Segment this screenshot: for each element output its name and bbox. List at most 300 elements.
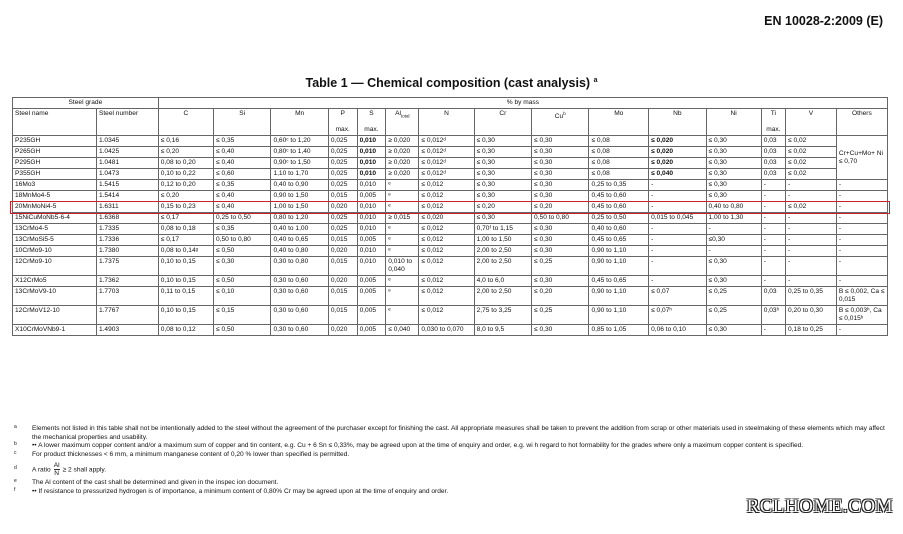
table-cell: 0,025	[328, 180, 357, 191]
table-cell: 1.5414	[96, 191, 158, 202]
table-cell: ≤ 0,020	[649, 158, 706, 169]
table-row	[13, 202, 888, 213]
table-cell: ᵉ	[386, 276, 419, 287]
table-cell: 0,85 to 1,05	[589, 325, 649, 336]
table-row	[13, 136, 888, 147]
table-cell: 0,11 to 0,15	[158, 287, 213, 306]
table-cell: -	[649, 224, 706, 235]
table-cell: 8,0 to 9,5	[474, 325, 531, 336]
table-cell: ≥ 0,020	[386, 136, 419, 147]
table-cell: ≤ 0,30	[532, 191, 589, 202]
table-cell: -	[836, 246, 887, 257]
steel-name-cell: 13CrMoV9-10	[13, 287, 97, 306]
table-cell: 0,50 to 0,80	[214, 235, 271, 246]
table-column-header-row	[13, 109, 888, 136]
table-cell: ≤ 0,30	[474, 136, 531, 147]
table-cell: 0,80ᶜ to 1,40	[271, 147, 328, 158]
col-header-label: S	[369, 110, 374, 117]
table-cell: ≤ 0,30	[532, 147, 589, 158]
table-cell: ≤ 0,35	[214, 180, 271, 191]
col-header: Ni	[706, 109, 761, 136]
footnote	[12, 442, 888, 451]
table-cell: 0,08 to 0,18	[158, 224, 213, 235]
table-cell: -	[786, 246, 837, 257]
table-cell: -	[761, 325, 785, 336]
table-cell: 1.0473	[96, 169, 158, 180]
standard-id: EN 10028-2:2009 (E)	[764, 14, 883, 28]
table-cell: ≤ 0,30	[706, 147, 761, 158]
table-cell: 0,020	[328, 325, 357, 336]
table-cell: 0,03	[761, 136, 785, 147]
table-cell: ≤ 0,25	[532, 306, 589, 325]
table-cell: 1.6368	[96, 213, 158, 224]
col-header-sup: b	[563, 111, 566, 116]
table-cell: 2,00 to 2,50	[474, 257, 531, 276]
table-cell: -	[761, 202, 785, 213]
footnote-text: The Al content of the cast shall be determined and given in the inspec ion document.	[32, 479, 279, 487]
table-cell: ≤ 0,012	[419, 306, 474, 325]
table-cell: ≤ 0,012	[419, 191, 474, 202]
table-row	[13, 287, 888, 306]
table-cell: ≤ 0,20	[158, 191, 213, 202]
table-cell: 0,40 to 0,80	[271, 246, 328, 257]
table-cell: B ≤ 0,002, Ca ≤ 0,015	[836, 287, 887, 306]
col-header	[357, 109, 386, 136]
table-cell: 0,45 to 0,60	[589, 191, 649, 202]
steel-name-cell: P355GH	[13, 169, 97, 180]
table-cell: 0,020	[328, 202, 357, 213]
table-cell: 1.6311	[96, 202, 158, 213]
table-cell: 0,015	[328, 257, 357, 276]
steel-name-cell: 10CrMo9-10	[13, 246, 97, 257]
table-cell: 0,80 to 1,20	[271, 213, 328, 224]
table-cell: 0,20 to 0,30	[786, 306, 837, 325]
table-title	[0, 76, 903, 90]
table-cell: 1.7335	[96, 224, 158, 235]
table-cell: 0,90ᶜ to 1,50	[271, 158, 328, 169]
table-cell: ≤ 0,30	[706, 191, 761, 202]
table-cell: 1,00 to 1,30	[706, 213, 761, 224]
table-cell: 0,03ʰ	[761, 306, 785, 325]
table-cell: 0,015	[328, 306, 357, 325]
footnote	[12, 479, 888, 488]
steel-name-cell: 20MnMoNi4-5	[13, 202, 97, 213]
table-cell: 0,25 to 0,50	[589, 213, 649, 224]
col-header: Nb	[649, 109, 706, 136]
table-cell: ᵉ	[386, 235, 419, 246]
table-cell: ≤ 0,20	[532, 287, 589, 306]
table-cell: -	[836, 180, 887, 191]
table-cell: 0,30 to 0,60	[271, 306, 328, 325]
col-header-label: Al	[395, 110, 401, 117]
table-cell: 2,00 to 2,50	[474, 246, 531, 257]
table-cell: 0,90 to 1,50	[271, 191, 328, 202]
table-cell: 0,025	[328, 224, 357, 235]
table-cell: ≤ 0,30	[706, 325, 761, 336]
table-cell: 0,45 to 0,60	[589, 202, 649, 213]
table-cell: ≤ 0,35	[214, 224, 271, 235]
steel-grade-header: Steel grade	[13, 98, 159, 109]
table-cell: -	[761, 191, 785, 202]
table-cell: -	[786, 257, 837, 276]
table-cell: ≤ 0,02	[786, 202, 837, 213]
table-cell: -	[649, 246, 706, 257]
table-cell: ≤0,30	[706, 235, 761, 246]
table-cell: -	[761, 213, 785, 224]
table-cell: ≥ 0,020	[386, 169, 419, 180]
table-cell: -	[761, 246, 785, 257]
table-cell: -	[761, 235, 785, 246]
footnote-mark: f	[14, 486, 16, 493]
table-cell: 0,30 to 0,60	[271, 287, 328, 306]
table-cell: ≤ 0,30	[706, 257, 761, 276]
table-cell: ≤ 0,012ᵈ	[419, 158, 474, 169]
table-cell: -	[649, 180, 706, 191]
table-cell: ≤ 0,02	[786, 136, 837, 147]
table-cell: ≤ 0,30	[532, 224, 589, 235]
table-row	[13, 257, 888, 276]
table-cell: 1.0345	[96, 136, 158, 147]
table-cell: 1.4903	[96, 325, 158, 336]
table-cell: 1.7767	[96, 306, 158, 325]
steel-name-cell: P295GH	[13, 158, 97, 169]
table-title-footnote: a	[593, 76, 598, 84]
col-header: Si	[214, 109, 271, 136]
table-cell: 0,10 to 0,15	[158, 257, 213, 276]
table-cell: 0,010	[357, 224, 386, 235]
table-cell-others-merged: Cr+Cu+Mo+ Ni ≤ 0,70	[836, 136, 887, 180]
table-cell: -	[786, 191, 837, 202]
table-cell: 0,08 to 0,14ᵍ	[158, 246, 213, 257]
table-cell: 0,015	[328, 191, 357, 202]
table-cell: ≤ 0,20	[158, 147, 213, 158]
table-cell: 0,18 to 0,25	[786, 325, 837, 336]
table-cell: ≤ 0,30	[532, 136, 589, 147]
table-cell: 0,10 to 0,15	[158, 276, 213, 287]
table-cell: ᵉ	[386, 191, 419, 202]
table-cell: ≤ 0,30	[474, 158, 531, 169]
table-row	[13, 235, 888, 246]
table-cell: 0,010	[357, 147, 386, 158]
col-header: N	[419, 109, 474, 136]
table-cell: -	[786, 180, 837, 191]
table-cell: ≤ 0,012	[419, 235, 474, 246]
table-cell: 0,25 to 0,50	[214, 213, 271, 224]
table-cell: 0,90 to 1,10	[589, 257, 649, 276]
col-header-sub: total	[401, 113, 410, 119]
table-cell: 0,005	[357, 276, 386, 287]
table-cell: 0,010	[357, 213, 386, 224]
al-n-ratio	[54, 462, 60, 477]
table-cell: ≤ 0,30	[474, 180, 531, 191]
table-cell: ≤ 0,020	[649, 147, 706, 158]
footnote-text: ≥ 2 shall apply.	[62, 466, 107, 474]
table-cell: -	[649, 235, 706, 246]
table-cell: ≤ 0,30	[532, 246, 589, 257]
footnote	[12, 425, 888, 442]
table-cell: ≤ 0,08	[589, 147, 649, 158]
col-header: Mn	[271, 109, 328, 136]
col-header-label: P	[340, 110, 345, 117]
footnote-mark: a	[14, 424, 17, 430]
table-cell: ≤ 0,30	[532, 158, 589, 169]
table-cell: B ≤ 0,003ʰ, Ca ≤ 0,015ʰ	[836, 306, 887, 325]
table-cell: 0,40 to 0,80	[706, 202, 761, 213]
table-cell: ≤ 0,012	[419, 224, 474, 235]
table-cell: ≤ 0,040	[386, 325, 419, 336]
table-row	[13, 224, 888, 235]
table-cell: ≤ 0,012	[419, 202, 474, 213]
table-cell: ≤ 0,20	[474, 202, 531, 213]
table-cell: -	[836, 224, 887, 235]
table-cell: ≥ 0,015	[386, 213, 419, 224]
table-row	[13, 306, 888, 325]
table-cell: -	[836, 325, 887, 336]
footnote-text: A ratio	[32, 466, 51, 474]
table-cell: -	[836, 257, 887, 276]
steel-name-cell: 12CrMo9-10	[13, 257, 97, 276]
table-cell: ≤ 0,012	[419, 287, 474, 306]
table-cell: 0,70ᶠ to 1,15	[474, 224, 531, 235]
footnotes	[12, 425, 888, 497]
table-cell: -	[836, 235, 887, 246]
table-cell: 0,03	[761, 169, 785, 180]
watermark: RCLHOME.COM	[746, 496, 893, 517]
max-label: max.	[364, 126, 379, 133]
table-cell: 0,025	[328, 136, 357, 147]
col-header	[761, 109, 785, 136]
col-header: V	[786, 109, 837, 136]
table-cell: 0,010 to 0,040	[386, 257, 419, 276]
table-cell: -	[786, 213, 837, 224]
table-cell: -	[761, 276, 785, 287]
table-cell: ≤ 0,012	[419, 276, 474, 287]
table-cell: -	[649, 191, 706, 202]
table-cell: 1.7375	[96, 257, 158, 276]
table-cell: 0,03	[761, 287, 785, 306]
table-cell: 0,45 to 0,65	[589, 276, 649, 287]
col-header: Mo	[589, 109, 649, 136]
table-cell: ᵉ	[386, 306, 419, 325]
table-cell: 0,90 to 1,10	[589, 306, 649, 325]
table-cell: ≤ 0,30	[532, 180, 589, 191]
table-cell: 0,25 to 0,35	[589, 180, 649, 191]
table-cell: ≥ 0,020	[386, 158, 419, 169]
table-cell: ᵉ	[386, 287, 419, 306]
table-row	[13, 180, 888, 191]
table-cell: ≤ 0,10	[214, 287, 271, 306]
footnote-mark: d	[14, 465, 17, 472]
table-cell: ≤ 0,60	[214, 169, 271, 180]
table-cell: 0,005	[357, 191, 386, 202]
table-cell: ≤ 0,02	[786, 147, 837, 158]
table-cell: ≤ 0,08	[589, 136, 649, 147]
table-cell: ≤ 0,040	[649, 169, 706, 180]
table-cell: 1,00 to 1,50	[271, 202, 328, 213]
table-cell: ≤ 0,02	[786, 169, 837, 180]
footnote-mark: c	[14, 449, 17, 456]
table-cell: 0,010	[357, 136, 386, 147]
table-cell: ≤ 0,020	[419, 213, 474, 224]
table-cell: 0,025	[328, 147, 357, 158]
table-cell: ≤ 0,25	[706, 287, 761, 306]
table-cell: ᵉ	[386, 180, 419, 191]
table-cell: 0,90 to 1,10	[589, 287, 649, 306]
table-cell: 0,40 to 0,90	[271, 180, 328, 191]
table-cell: ≤ 0,35	[214, 136, 271, 147]
table-cell: ≤ 0,30	[706, 158, 761, 169]
table-cell: ≤ 0,30	[474, 191, 531, 202]
table-cell: ≤ 0,30	[474, 169, 531, 180]
table-cell: 0,015 to 0,045	[649, 213, 706, 224]
table-cell: ≤ 0,50	[214, 246, 271, 257]
table-cell: ≤ 0,30	[706, 169, 761, 180]
table-row	[13, 169, 888, 180]
table-cell: ≤ 0,30	[706, 276, 761, 287]
table-cell: 0,10 to 0,15	[158, 306, 213, 325]
table-cell: 0,30 to 0,80	[271, 257, 328, 276]
table-cell: -	[761, 257, 785, 276]
table-cell: 1.0481	[96, 158, 158, 169]
ratio-numerator: Al	[53, 462, 60, 470]
table-cell: ≤ 0,30	[532, 169, 589, 180]
col-header-label: Ti	[770, 110, 776, 117]
table-cell: 0,06 to 0,10	[649, 325, 706, 336]
table-cell: 0,020	[328, 246, 357, 257]
table-cell: -	[649, 202, 706, 213]
table-cell: ᵉ	[386, 246, 419, 257]
table-cell: ≤ 0,50	[214, 325, 271, 336]
table-cell: -	[836, 213, 887, 224]
max-label: max.	[766, 126, 781, 133]
table-cell: 0,010	[357, 169, 386, 180]
table-cell: ≤ 0,012	[419, 257, 474, 276]
table-cell: ≤ 0,16	[158, 136, 213, 147]
table-cell: -	[786, 235, 837, 246]
table-cell: ≤ 0,40	[214, 147, 271, 158]
table-cell: 0,25 to 0,35	[786, 287, 837, 306]
col-header	[532, 109, 589, 136]
table-cell: ≤ 0,020	[649, 136, 706, 147]
table-cell: 1.7362	[96, 276, 158, 287]
footnote-text: •• A lower maximum copper content and/or a maximum sum of copper and tin content, e.g. Cu + 6 Sn ≤ 0,33%, may be agreed upon at the time of enquiry and order, e.g. wi h regard to hot formability for the grades where only a maximum copper content is specified.	[32, 442, 804, 450]
chemical-composition-table	[12, 97, 888, 336]
steel-name-cell: P265GH	[13, 147, 97, 158]
col-header-label: Cu	[554, 113, 564, 121]
table-cell: 1.5415	[96, 180, 158, 191]
by-mass-header: % by mass	[158, 98, 887, 109]
steel-name-cell: 12CrMoV12-10	[13, 306, 97, 325]
table-body	[13, 136, 888, 336]
table-row	[13, 191, 888, 202]
table-cell: -	[761, 224, 785, 235]
table-cell: ≤ 0,50	[214, 276, 271, 287]
table-cell: 0,010	[357, 158, 386, 169]
table-cell: 0,010	[357, 180, 386, 191]
table-cell: ≤ 0,25	[706, 306, 761, 325]
table-cell: ≤ 0,15	[214, 306, 271, 325]
table-cell: 2,00 to 2,50	[474, 287, 531, 306]
table-cell: ≤ 0,07	[649, 287, 706, 306]
table-cell: ≤ 0,07ʰ	[649, 306, 706, 325]
table-cell: 0,15 to 0,23	[158, 202, 213, 213]
table-cell: ≤ 0,25	[532, 257, 589, 276]
table-cell: 1,10 to 1,70	[271, 169, 328, 180]
table-cell: 0,015	[328, 235, 357, 246]
table-cell: 1.7380	[96, 246, 158, 257]
table-cell: 0,10 to 0,22	[158, 169, 213, 180]
table-cell: 0,005	[357, 325, 386, 336]
table-cell: 0,30 to 0,60	[271, 276, 328, 287]
table-row	[13, 325, 888, 336]
table-cell: 4,0 to 6,0	[474, 276, 531, 287]
table-cell: ≤ 0,17	[158, 235, 213, 246]
table-cell: ᵉ	[386, 202, 419, 213]
table-cell: 0,30 to 0,60	[271, 325, 328, 336]
table-cell: 0,015	[328, 287, 357, 306]
table-cell: ≤ 0,20	[532, 202, 589, 213]
col-header	[386, 109, 419, 136]
footnote-text: Elements not listed in this table shall not be intentionally added to the steel without the agreement of the purchaser except for finishing the cast. All appropriate measures shall be taken to prevent the addition from scrap or other materials used in steelmaking of these elements which may affect the mechanical properties and usability.	[32, 425, 885, 441]
table-cell: -	[836, 191, 887, 202]
table-cell: 0,03	[761, 158, 785, 169]
table-cell: -	[649, 257, 706, 276]
table-row	[13, 158, 888, 169]
footnote	[12, 459, 888, 479]
table-cell: ≤ 0,012ᵈ	[419, 136, 474, 147]
table-cell: -	[761, 180, 785, 191]
table-cell: ≤ 0,02	[786, 158, 837, 169]
col-header	[328, 109, 357, 136]
table-cell: 0,005	[357, 287, 386, 306]
table-cell: -	[786, 276, 837, 287]
steel-name-cell: 13CrMoSi5-5	[13, 235, 97, 246]
table-cell: 0,010	[357, 257, 386, 276]
table-title-text: Table 1 — Chemical composition (cast analysis)	[305, 76, 591, 90]
table-cell: ≤ 0,17	[158, 213, 213, 224]
table-cell: ≤ 0,30	[706, 180, 761, 191]
table-cell: 0,020	[328, 276, 357, 287]
table-cell: 0,030 to 0,070	[419, 325, 474, 336]
steel-name-cell: 16Mo3	[13, 180, 97, 191]
ratio-denominator: N	[54, 470, 60, 478]
col-header: C	[158, 109, 213, 136]
table-cell: ≤ 0,012ᵈ	[419, 169, 474, 180]
table-cell: ≤ 0,012	[419, 180, 474, 191]
footnote-mark: e	[14, 478, 17, 485]
table-cell: ≤ 0,08	[589, 158, 649, 169]
table-row	[13, 147, 888, 158]
table-cell: 0,45 to 0,65	[589, 235, 649, 246]
steel-name-cell: 13CrMo4-5	[13, 224, 97, 235]
table-group-header-row	[13, 98, 888, 109]
table-cell: ≤ 0,30	[474, 213, 531, 224]
table-cell: ≤ 0,40	[214, 158, 271, 169]
table-cell: 0,60ᶜ to 1,20	[271, 136, 328, 147]
table-cell: 1,00 to 1,50	[474, 235, 531, 246]
table-cell: ≤ 0,30	[474, 147, 531, 158]
steel-name-cell: X10CrMoVNb9-1	[13, 325, 97, 336]
table-cell: 0,010	[357, 246, 386, 257]
table-cell: -	[706, 224, 761, 235]
table-cell: 0,40 to 0,60	[589, 224, 649, 235]
steel-name-cell: X12CrMo5	[13, 276, 97, 287]
table-cell: 0,010	[357, 202, 386, 213]
max-label: max.	[335, 126, 350, 133]
table-cell: 0,90 to 1,10	[589, 246, 649, 257]
table-cell: 1.7336	[96, 235, 158, 246]
table-cell: 0,025	[328, 169, 357, 180]
